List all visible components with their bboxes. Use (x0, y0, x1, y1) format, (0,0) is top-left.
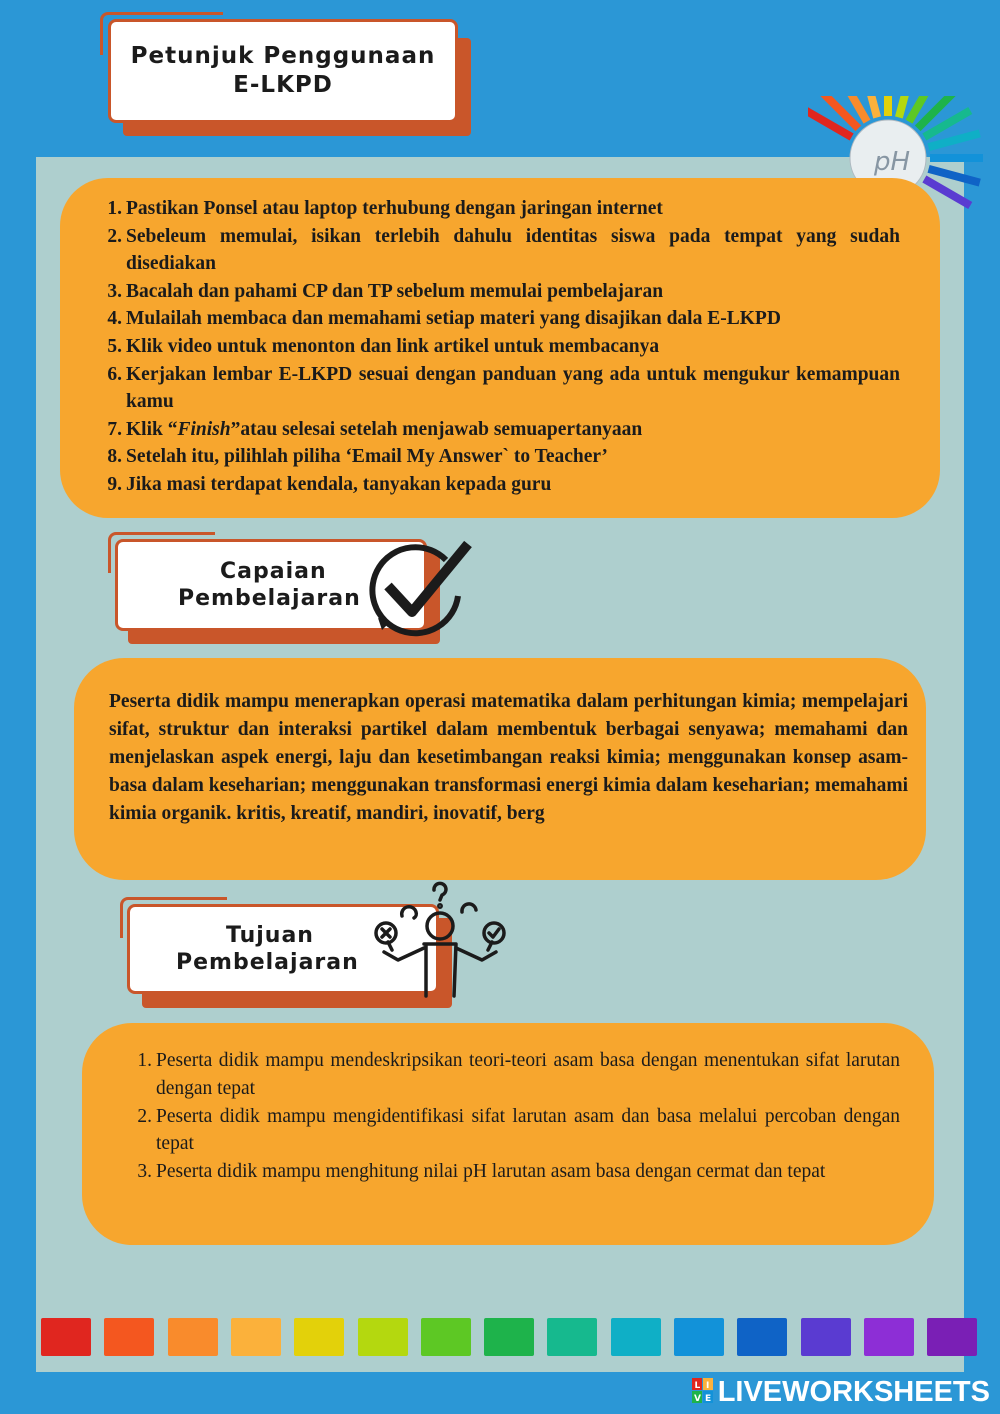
list-item: 4. Mulailah membaca dan memahami setiap materi yang disajikan dala E-LKPD (107, 308, 781, 330)
svg-text:V: V (694, 1394, 701, 1404)
color-swatch (927, 1318, 977, 1356)
svg-text:I: I (706, 1381, 710, 1391)
svg-text:L: L (694, 1381, 701, 1391)
page-title (108, 19, 458, 123)
capaian-card (74, 658, 926, 880)
instructions-list (102, 195, 900, 499)
list-item: 1. Peserta didik mampu mendeskripsikan teori-teori asam basa dengan menentukan sifat larutan dengan tepat (137, 1050, 900, 1099)
list-item: 3. Bacalah dan pahami CP dan TP sebelum memulai pembelajaran (107, 280, 664, 302)
capaian-text: Peserta didik mampu menerapkan operasi matematika dalam perhitungan kimia; mempelajari sifat, struktur dan interaksi partikel dalam membentuk berbagai senyawa; memahami dan menjelaskan aspek energi, laju dan kesetimbangan reaksi kimia; menggunakan konsep asam-basa dalam keseharian; menggunakan transformasi energi kimia dalam keseharian; memahami kimia organik. kritis, kreatif, mandiri, inovatif, berg (109, 691, 908, 824)
tujuan-title-line2: Pembelajaran (176, 950, 359, 975)
capaian-title-line2: Pembelajaran (178, 586, 361, 611)
color-swatch (294, 1318, 344, 1356)
color-swatch (801, 1318, 851, 1356)
color-swatch (41, 1318, 91, 1356)
list-item: 2. Peserta didik mampu mengidentifikasi sifat larutan asam dan basa melalui percoban dengan tepat (137, 1105, 900, 1155)
tujuan-title-line1: Tujuan (226, 922, 314, 948)
thinking-person-icon (368, 878, 514, 998)
color-swatch (484, 1318, 534, 1356)
color-swatch (737, 1318, 787, 1356)
tujuan-card (82, 1023, 934, 1245)
checkmark-icon (368, 536, 478, 640)
color-swatch (547, 1318, 597, 1356)
instructions-card (60, 178, 940, 518)
live-logo-icon (692, 1378, 714, 1404)
list-item: 1. Pastikan Ponsel atau laptop terhubung dengan jaringan internet (107, 198, 663, 219)
list-item: 5. Klik video untuk menonton dan link artikel untuk membacanya (107, 335, 660, 357)
color-swatch (104, 1318, 154, 1356)
color-swatch (358, 1318, 408, 1356)
ph-ray (929, 133, 980, 147)
list-item: 8. Setelah itu, pilihlah piliha ‘Email My Answer` to Teacher’ (107, 446, 608, 468)
color-swatch (231, 1318, 281, 1356)
color-swatch (421, 1318, 471, 1356)
liveworksheets-logo (692, 1378, 714, 1404)
color-swatch (611, 1318, 661, 1356)
color-swatch (674, 1318, 724, 1356)
page-title-line2: E-LKPD (233, 72, 333, 98)
list-item: 9. Jika masi terdapat kendala, tanyakan kepada guru (107, 473, 552, 495)
list-item: 7. Klik “Finish”atau selesai setelah menjawab semuapertanyaan (107, 418, 643, 440)
capaian-title-line1: Capaian (220, 558, 327, 584)
ph-ray (929, 169, 980, 183)
color-swatch (168, 1318, 218, 1356)
svg-text:E: E (705, 1394, 712, 1404)
ph-badge-text: pH (874, 147, 911, 177)
tujuan-list (132, 1047, 900, 1186)
list-item: 2. Sebeleum memulai, isikan terlebih dahulu identitas siswa pada tempat yang sudah disediakan (107, 225, 900, 275)
color-swatch (864, 1318, 914, 1356)
list-item: 6. Kerjakan lembar E-LKPD sesuai dengan panduan yang ada untuk mengukur kemampuan kamu (107, 363, 900, 413)
page-title-line1: Petunjuk Penggunaan (130, 43, 436, 70)
list-item: 3. Peserta didik mampu menghitung nilai pH larutan asam basa dengan cermat dan tepat (137, 1161, 826, 1183)
liveworksheets-brand[interactable]: LIVEWORKSHEETS (717, 1376, 990, 1408)
